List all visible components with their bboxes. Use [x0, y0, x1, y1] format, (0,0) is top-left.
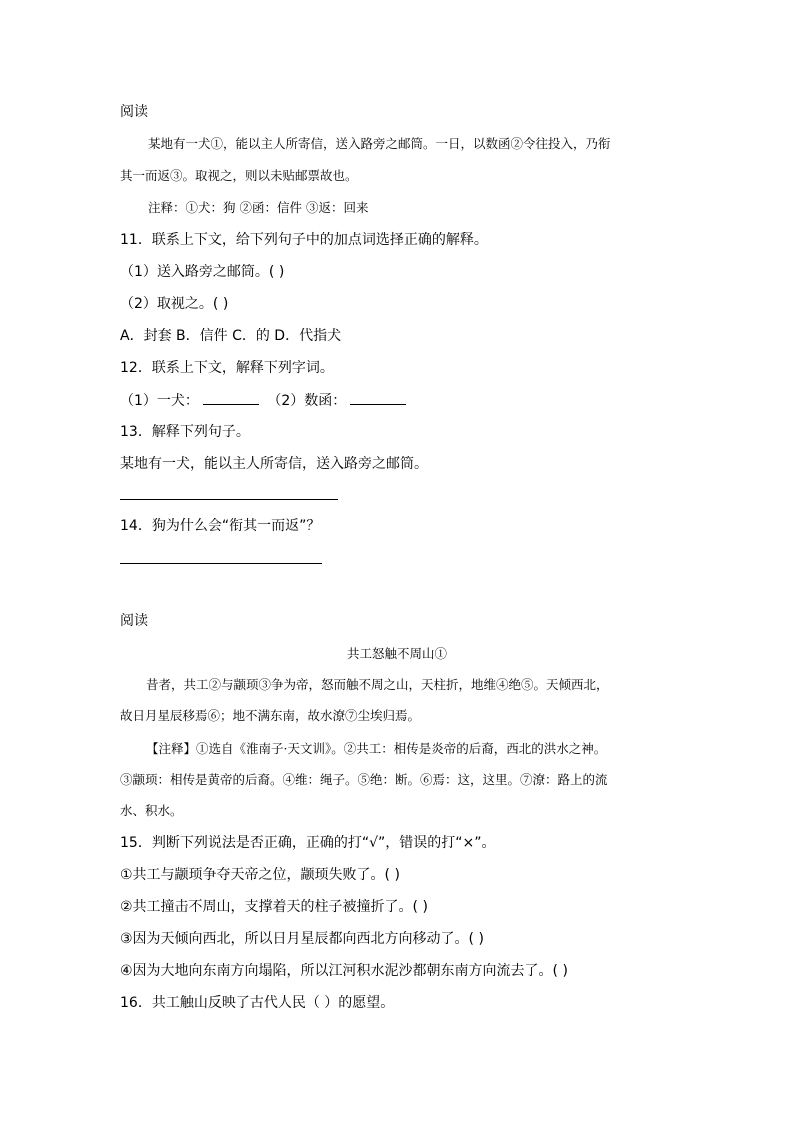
q12-part2-answer-blank[interactable] [350, 390, 406, 405]
q12-part1-label: （1）一犬： [120, 393, 199, 409]
passage1-notes: 注释：①犬：狗 ②函：信件 ③返：回来 [148, 200, 369, 215]
q15-item4: ④因为大地向东南方向塌陷，所以江河积水泥沙都朝东南方向流去了。( ) [120, 963, 568, 979]
q11-options: A．封套 B．信件 C．的 D．代指犬 [120, 328, 342, 344]
q11-item2: （2）取视之。( ) [120, 296, 229, 312]
passage2-heading: 阅读 [120, 613, 148, 629]
passage1-heading: 阅读 [120, 104, 148, 120]
q16-stem: 16．共工触山反映了古代人民（ ）的愿望。 [120, 995, 395, 1011]
q14-stem: 14．狗为什么会“衔其一而返”？ [120, 518, 321, 534]
passage2-note1: 【注释】①选自《淮南子·天文训》。②共工：相传是炎帝的后裔，西北的洪水之神。 [146, 741, 607, 756]
q13-answer-line[interactable] [120, 499, 338, 500]
q15-item3: ③因为天倾向西北，所以日月星辰都向西北方向移动了。( ) [120, 931, 484, 947]
q13-sentence: 某地有一犬，能以主人所寄信，送入路旁之邮筒。 [120, 456, 428, 472]
passage2-note3: 水、积水。 [120, 803, 183, 818]
passage1-line1: 某地有一犬①，能以主人所寄信，送入路旁之邮筒。一日，以数函②令往投入，乃衔 [148, 136, 611, 151]
q13-stem: 13．解释下列句子。 [120, 424, 250, 440]
q14-answer-line[interactable] [120, 563, 322, 564]
q15-item2: ②共工撞击不周山，支撑着天的柱子被撞折了。( ) [120, 899, 428, 915]
passage2-line2: 故日月星辰移焉⑥；地不满东南，故水潦⑦尘埃归焉。 [120, 708, 421, 723]
q12-parts [120, 390, 410, 411]
q11-stem: 11．联系上下文，给下列句子中的加点词选择正确的解释。 [120, 232, 488, 248]
q12-part1-answer-blank[interactable] [203, 390, 259, 405]
q11-item1: （1）送入路旁之邮筒。( ) [120, 264, 285, 280]
passage2-note2: ③颛顼：相传是黄帝的后裔。④维：绳子。⑤绝：断。⑥焉：这，这里。⑦潦：路上的流 [120, 772, 608, 787]
q15-stem: 15．判断下列说法是否正确，正确的打“√”，错误的打“×”。 [120, 835, 496, 851]
passage1-line2: 其一而返③。取视之，则以未贴邮票故也。 [120, 168, 358, 183]
q12-part2-label: （2）数函： [267, 393, 347, 409]
q12-stem: 12．联系上下文，解释下列字词。 [120, 360, 334, 376]
q15-item1: ①共工与颛顼争夺天帝之位，颛顼失败了。( ) [120, 867, 400, 883]
passage2-title: 共工怒触不周山① [346, 646, 447, 661]
passage2-line1: 昔者，共工②与颛顼③争为帝，怒而触不周之山，天柱折，地维④绝⑤。天倾西北， [146, 677, 609, 692]
